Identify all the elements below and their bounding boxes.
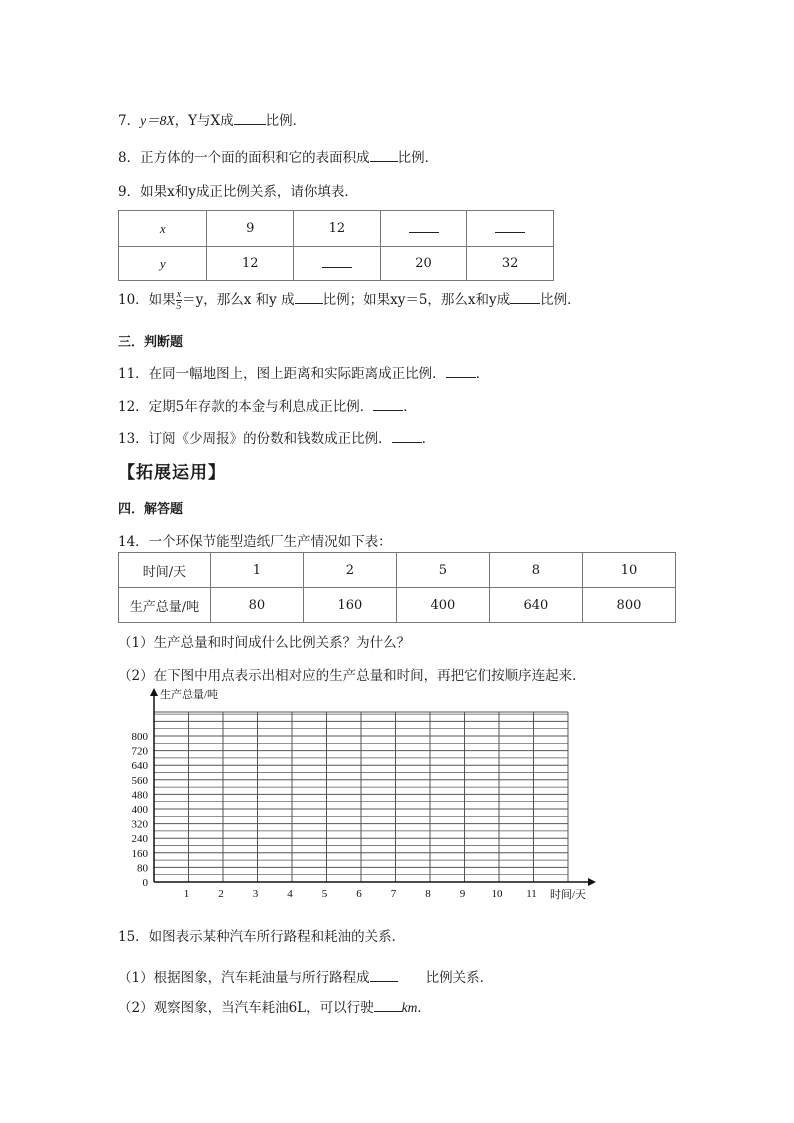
- question-9: 9．如果x和y成正比例关系，请你填表．: [118, 184, 358, 200]
- table-cell: 12: [294, 211, 381, 247]
- x-tick-label: 4: [287, 888, 293, 900]
- x-tick-label: 2: [218, 888, 224, 900]
- q7-expression: y＝8X: [140, 113, 175, 128]
- question-12: 12．定期5年存款的本金与利息成正比例． ．: [118, 399, 417, 415]
- x-axis-arrow: [588, 878, 596, 886]
- q7-answer-blank[interactable]: [234, 112, 266, 125]
- question-10: 10．如果 $\frac{x}{5}$ ＝y，那么x 和y 成 比例；如果xy＝5，那么x和y成 比例．: [118, 289, 581, 312]
- section-heading-answer: 四．解答题: [118, 502, 184, 517]
- x-tick-label: 9: [459, 888, 466, 900]
- y-tick-label: 240: [131, 833, 148, 846]
- y-tick-label: 640: [131, 760, 148, 773]
- x-axis-label: 时间/天: [550, 889, 587, 901]
- q14-table: [118, 552, 676, 623]
- table-cell: y: [119, 247, 207, 281]
- y-tick-label: 320: [131, 818, 148, 831]
- table-cell: 8: [489, 553, 582, 588]
- q10-answer-blank-2[interactable]: [510, 291, 540, 304]
- y-tick-label: 560: [131, 774, 148, 787]
- q12-answer-blank[interactable]: [373, 398, 403, 411]
- q8-answer-blank[interactable]: [370, 149, 398, 162]
- fraction: $\frac{x}{5}$: [176, 289, 182, 312]
- x-tick-label: 6: [356, 888, 362, 900]
- y-tick-label: 480: [131, 789, 148, 802]
- q15-answer-blank-1[interactable]: [370, 969, 398, 982]
- x-tick-label: 5: [321, 888, 328, 900]
- question-8: 8．正方体的一个面的面积和它的表面积成 比例．: [118, 150, 439, 166]
- x-tick-label: 7: [390, 888, 397, 900]
- table-cell: 80: [210, 588, 303, 623]
- table-cell-blank[interactable]: [294, 247, 381, 281]
- y-tick-label: 80: [137, 862, 148, 875]
- table-cell-blank[interactable]: [467, 211, 554, 247]
- q11-answer-blank[interactable]: [446, 365, 476, 378]
- q15-subquestion-2: （2）观察图象，当汽车耗油6L，可以行驶 km．: [118, 1000, 431, 1016]
- table-cell: 640: [489, 588, 582, 623]
- x-tick-label: 1: [183, 888, 190, 900]
- table-cell: 9: [207, 211, 294, 247]
- y-tick-label: 400: [131, 804, 148, 816]
- table-cell: 160: [303, 588, 396, 623]
- y-axis-arrow: [150, 688, 158, 696]
- q9-table: [118, 210, 554, 281]
- y-tick-label: 800: [131, 731, 148, 743]
- y-tick-label: 160: [131, 847, 148, 860]
- q10-answer-blank-1[interactable]: [295, 291, 323, 304]
- q15-answer-blank-2[interactable]: [374, 999, 402, 1012]
- question-15: 15．如图表示某种汽车所行路程和耗油的关系．: [118, 929, 406, 945]
- y-tick-label: 0: [142, 877, 148, 889]
- x-tick-label: 10: [491, 888, 503, 900]
- table-cell: 12: [207, 247, 294, 281]
- x-tick-label: 11: [526, 888, 537, 900]
- q14-subquestion-1: （1）生产总量和时间成什么比例关系？为什么？: [118, 635, 411, 651]
- table-cell: 800: [582, 588, 675, 623]
- q13-answer-blank[interactable]: [392, 430, 422, 443]
- question-11: 11．在同一幅地图上，图上距离和实际距离成正比例． ．: [118, 366, 490, 382]
- table-cell: x: [119, 211, 207, 247]
- section-heading-judgment: 三．判断题: [118, 335, 184, 350]
- table-cell: 5: [396, 553, 489, 588]
- question-14: 14．一个环保节能型造纸厂生产情况如下表：: [118, 534, 392, 550]
- table-cell: 10: [582, 553, 675, 588]
- question-13: 13．订阅《少周报》的份数和钱数成正比例． ．: [118, 431, 436, 447]
- table-cell: 时间/天: [119, 553, 211, 588]
- question-7: 7．y＝8X，Y与X成 比例．: [118, 113, 307, 129]
- production-grid-chart[interactable]: [110, 684, 610, 904]
- table-cell-blank[interactable]: [380, 211, 467, 247]
- y-tick-label: 720: [131, 745, 148, 758]
- table-cell: 2: [303, 553, 396, 588]
- q15-subquestion-1: （1）根据图象，汽车耗油量与所行路程成 比例关系．: [118, 970, 494, 986]
- table-cell: 32: [467, 247, 554, 281]
- table-cell: 400: [396, 588, 489, 623]
- table-cell: 20: [380, 247, 467, 281]
- table-cell: 生产总量/吨: [119, 588, 211, 623]
- x-tick-label: 8: [425, 888, 431, 900]
- y-axis-label: 生产总量/吨: [160, 689, 219, 701]
- extend-heading: 【拓展运用】: [118, 463, 226, 483]
- table-cell: 1: [210, 553, 303, 588]
- q14-subquestion-2: （2）在下图中用点表示出相对应的生产总量和时间，再把它们按顺序连起来．: [118, 668, 586, 684]
- x-tick-label: 3: [252, 888, 259, 900]
